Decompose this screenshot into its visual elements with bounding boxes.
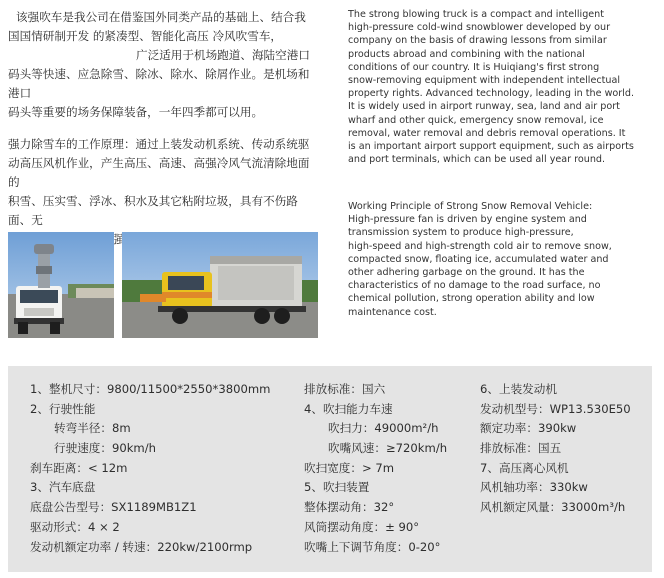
en-principle-paragraph bbox=[348, 200, 654, 319]
spec-item: 吹扫力：49000m²/h bbox=[328, 421, 439, 436]
en-principle-line: other adhering garbage on the ground. It has the bbox=[348, 267, 585, 279]
spec-heading: 2、行驶性能 bbox=[30, 401, 96, 416]
en-principle-line: characteristics of no damage to the road surface, no bbox=[348, 280, 601, 292]
cn-principle-line: 强力除雪车的工作原理：通过上装发动机系统、传动系统驱 bbox=[8, 137, 310, 151]
truck-side-photo bbox=[122, 232, 318, 338]
en-principle-line: high-speed and high-strength cold air to remove snow, bbox=[348, 240, 612, 252]
spec-item: 吹嘴上下调节角度：0-20° bbox=[304, 539, 441, 554]
spec-panel bbox=[8, 366, 652, 572]
cn-intro-line: 广泛适用于机场跑道、海陆空港口 bbox=[136, 48, 310, 62]
spec-item: 吹扫宽度：> 7m bbox=[304, 460, 395, 475]
cn-intro-paragraph bbox=[8, 8, 320, 122]
en-intro-line: and port terminals, which can be used all year round. bbox=[348, 154, 606, 166]
spec-column-2 bbox=[304, 380, 479, 557]
cn-intro-line: 码头等重要的场务保障装备，一年四季都可以用。 bbox=[8, 105, 264, 119]
en-intro-line: is an important airport support equipment, such as airports bbox=[348, 141, 634, 153]
spec-item: 吹嘴风速：≥720km/h bbox=[328, 441, 448, 456]
spec-heading: 7、高压离心风机 bbox=[480, 460, 569, 475]
en-intro-line: products abroad and combining with the national bbox=[348, 48, 585, 60]
en-intro-line: snow-removing equipment with independent intellectual bbox=[348, 75, 621, 87]
spec-item: 行驶速度：90km/h bbox=[54, 441, 156, 456]
en-intro-paragraph bbox=[348, 8, 654, 166]
spec-item: 额定功率：390kw bbox=[480, 421, 577, 436]
spec-item: 整体摆动角：32° bbox=[304, 500, 395, 515]
spec-heading: 5、吹扫装置 bbox=[304, 480, 370, 495]
en-intro-line: wharf and other quick, emergency snow removal, ice bbox=[348, 114, 604, 126]
spec-item: 底盘公告型号：SX1189MB1Z1 bbox=[30, 500, 197, 515]
spec-column-1 bbox=[30, 380, 300, 557]
spec-item: 排放标准：国五 bbox=[480, 441, 562, 456]
en-principle-line: maintenance cost. bbox=[348, 306, 437, 318]
en-principle-line: Working Principle of Strong Snow Removal Vehicle: bbox=[348, 201, 593, 212]
spec-item: 驱动形式：4 × 2 bbox=[30, 519, 120, 534]
en-intro-line: property rights. Advanced technology, leading in the world. bbox=[348, 88, 635, 100]
spec-item: 风机额定风量：33000m³/h bbox=[480, 500, 626, 515]
spec-item: 发动机额定功率 / 转速：220kw/2100rmp bbox=[30, 539, 253, 554]
spec-item: 发动机型号：WP13.530E50 bbox=[480, 401, 631, 416]
spec-item: 1、整机尺寸：9800/11500*2550*3800mm bbox=[30, 382, 271, 396]
en-principle-line: compacted snow, floating ice, accumulated water and bbox=[348, 253, 609, 265]
en-principle-line: High-pressure fan is driven by engine system and bbox=[348, 214, 587, 226]
en-principle-line: transmission system to produce high-pressure, bbox=[348, 227, 574, 239]
en-intro-line: company on the basis of drawing lessons from similar bbox=[348, 35, 607, 47]
spec-item: 风机轴功率：330kw bbox=[480, 480, 588, 495]
cn-intro-line: 该强吹车是我公司在借鉴国外同类产品的基础上、结合我 bbox=[16, 10, 306, 24]
spec-item: 转弯半径：8m bbox=[54, 421, 131, 436]
cn-principle-line: 动高压风机作业，产生高压、高速、高强冷风气流清除地面的 bbox=[8, 156, 310, 189]
cn-principle-line: 积雪、压实雪、浮冰、积水及其它粘附垃圾，具有不伤路面、无 bbox=[8, 194, 298, 227]
en-intro-line: conditions of our country. It is Huiqiang's first strong bbox=[348, 61, 600, 73]
cn-intro-line: 国国情研制开发 的紧凑型、智能化高压 冷风吹雪车， bbox=[8, 29, 283, 43]
spec-item: 排放标准：国六 bbox=[304, 382, 386, 396]
en-principle-line: chemical pollution, strong operation ability and low bbox=[348, 293, 595, 305]
en-intro-line: The strong blowing truck is a compact and intelligent bbox=[348, 9, 605, 20]
spec-column-3 bbox=[480, 380, 650, 518]
spec-heading: 4、吹扫能力车速 bbox=[304, 401, 393, 416]
spec-item: 刹车距离：< 12m bbox=[30, 460, 128, 475]
cn-intro-line: 码头等快速、应急除雪、除冰、除水、除屑作业。是机场和港口 bbox=[8, 67, 310, 100]
en-intro-line: removal, water removal and debris removal operations. It bbox=[348, 127, 626, 139]
en-intro-line: It is widely used in airport runway, sea, land and air port bbox=[348, 101, 620, 113]
en-intro-line: high-pressure cold-wind snowblower developed by our bbox=[348, 22, 611, 34]
spec-item: 风筒摆动角度：± 90° bbox=[304, 519, 420, 534]
spec-heading: 3、汽车底盘 bbox=[30, 480, 96, 495]
spec-heading: 6、上装发动机 bbox=[480, 382, 557, 396]
truck-front-photo bbox=[8, 232, 114, 338]
